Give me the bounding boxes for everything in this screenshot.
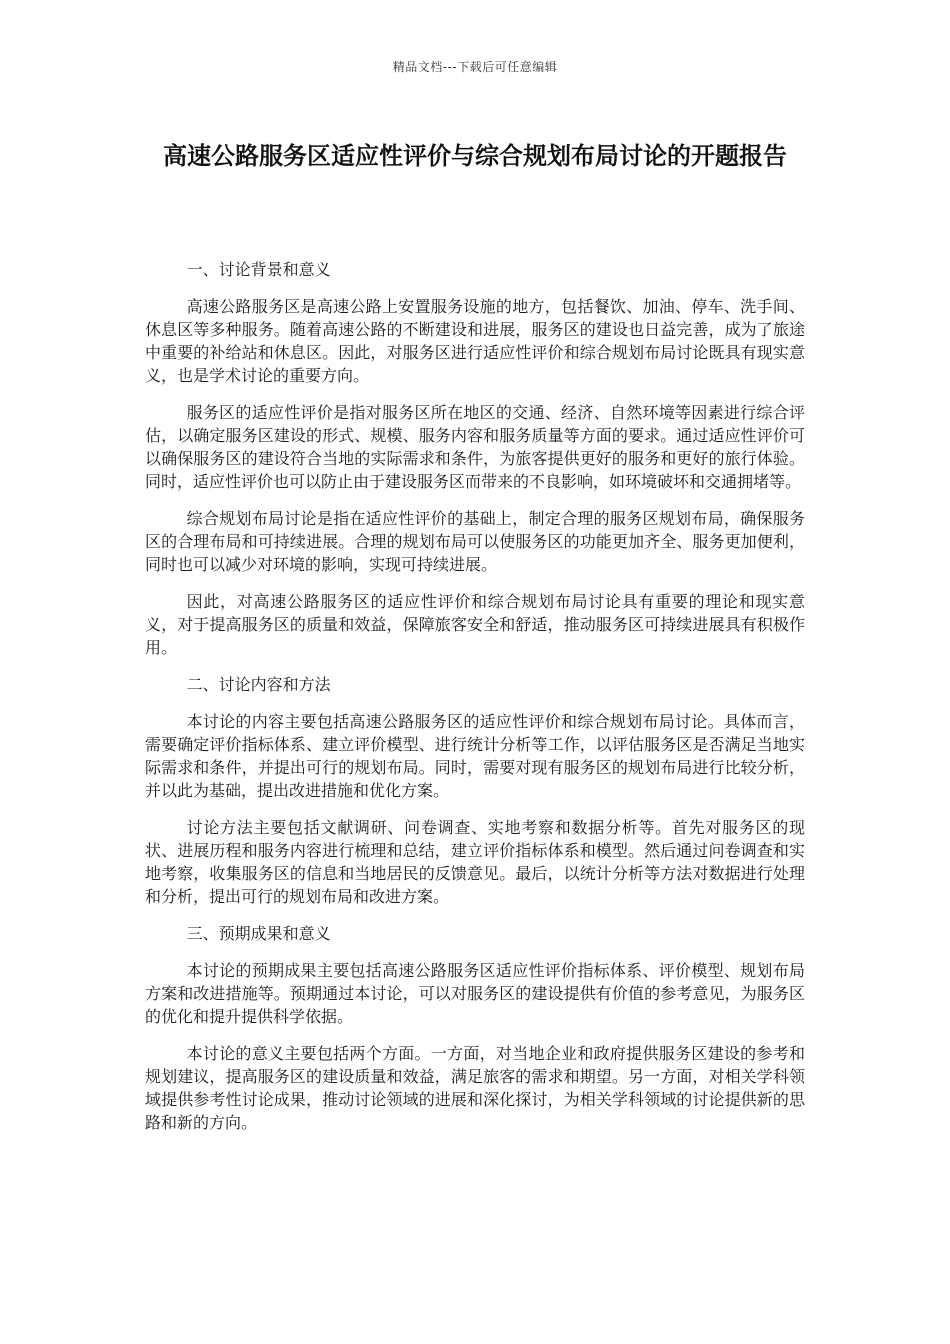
- section-heading: 一、讨论背景和意义: [186, 260, 331, 279]
- paragraph: 因此，对高速公路服务区的适应性评价和综合规划布局讨论具有重要的理论和现实意义，对于提高服务区的质量和效益，保障旅客安全和舒适，推动服务区可持续进展具有积极作用。: [145, 592, 805, 657]
- paragraph: 综合规划布局讨论是指在适应性评价的基础上，制定合理的服务区规划布局，确保服务区的合理布局和可持续进展。合理的规划布局可以使服务区的功能更加齐全、服务更加便利，同时也可以减少对环境的影响，实现可持续进展。: [145, 509, 805, 574]
- document-body: [145, 258, 805, 1148]
- paragraph: 本讨论的预期成果主要包括高速公路服务区适应性评价指标体系、评价模型、规划布局方案和改进措施等。预期通过本讨论，可以对服务区的建设提供有价值的参考意见，为服务区的优化和提升提供科学依据。: [145, 961, 805, 1026]
- paragraph: 服务区的适应性评价是指对服务区所在地区的交通、经济、自然环境等因素进行综合评估，以确定服务区建设的形式、规模、服务内容和服务质量等方面的要求。通过适应性评价可以确保服务区的建设符合当地的实际需求和条件，为旅客提供更好的服务和更好的旅行体验。同时，适应性评价也可以防止由于建设服务区而带来的不良影响，如环境破坏和交通拥堵等。: [145, 403, 805, 491]
- document-title: 高速公路服务区适应性评价与综合规划布局讨论的开题报告: [163, 142, 787, 170]
- section-heading: 三、预期成果和意义: [186, 924, 331, 943]
- header-note: 精品文档---下载后可任意编辑: [392, 60, 558, 74]
- section-content-method: [145, 673, 805, 908]
- paragraph: 本讨论的内容主要包括高速公路服务区的适应性评价和综合规划布局讨论。具体而言，需要确定评价指标体系、建立评价模型、进行统计分析等工作，以评估服务区是否满足当地实际需求和条件，并提出可行的规划布局。同时，需要对现有服务区的规划布局进行比较分析，并以此为基础，提出改进措施和优化方案。: [145, 712, 805, 800]
- section-heading: 二、讨论内容和方法: [186, 675, 331, 694]
- section-expected-results: [145, 922, 805, 1134]
- section-background: [145, 258, 805, 659]
- paragraph: 高速公路服务区是高速公路上安置服务设施的地方，包括餐饮、加油、停车、洗手间、休息区等多种服务。随着高速公路的不断建设和进展，服务区的建设也日益完善，成为了旅途中重要的补给站和休息区。因此，对服务区进行适应性评价和综合规划布局讨论既具有现实意义，也是学术讨论的重要方向。: [145, 297, 805, 385]
- paragraph: 本讨论的意义主要包括两个方面。一方面，对当地企业和政府提供服务区建设的参考和规划建议，提高服务区的建设质量和效益，满足旅客的需求和期望。另一方面，对相关学科领域提供参考性讨论成果，推动讨论领域的进展和深化探讨，为相关学科领域的讨论提供新的思路和新的方向。: [145, 1044, 805, 1132]
- paragraph: 讨论方法主要包括文献调研、问卷调查、实地考察和数据分析等。首先对服务区的现状、进展历程和服务内容进行梳理和总结，建立评价指标体系和模型。然后通过问卷调查和实地考察，收集服务区的信息和当地居民的反馈意见。最后，以统计分析等方法对数据进行处理和分析，提出可行的规划布局和改进方案。: [145, 818, 805, 906]
